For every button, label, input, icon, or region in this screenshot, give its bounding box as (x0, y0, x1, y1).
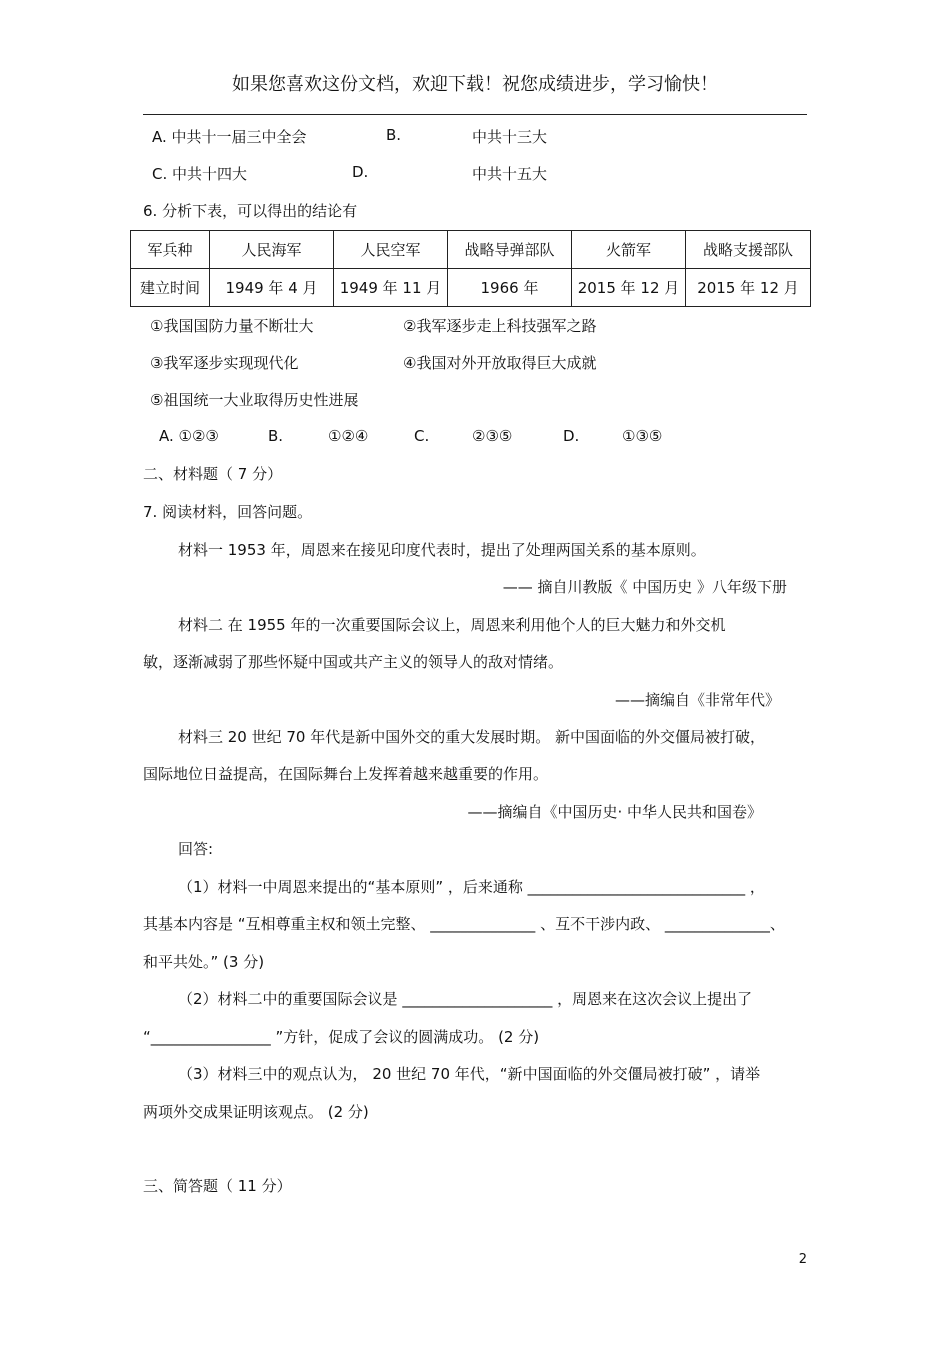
table-header-row (131, 231, 811, 269)
military-branches-table (130, 230, 811, 307)
page-number: 2 (798, 1252, 807, 1267)
q6-choice-b-label: B. (268, 427, 284, 445)
q5-option-a: A. 中共十一届三中全会 (152, 128, 307, 146)
material-2-line-1: 材料二 在 1955 年的一次重要国际会议上，周恩来利用他个人的巨大魅力和外交机 (178, 616, 726, 634)
q6-statement-5: ⑤祖国统一大业取得历史性进展 (150, 391, 359, 409)
table-cell: 2015 年 12 月 (572, 269, 686, 307)
q6-choice-b-text: ①②④ (328, 427, 369, 445)
table-cell: 2015 年 12 月 (686, 269, 811, 307)
material-3-line-2: 国际地位日益提高，在国际舞台上发挥着越来越重要的作用。 (143, 765, 549, 783)
q6-statement-1: ①我国国防力量不断壮大 (150, 317, 314, 335)
table-cell: 人民空军 (334, 231, 448, 269)
q6-choice-a: A. ①②③ (159, 427, 219, 445)
question-2-line-1: （2）材料二中的重要国际会议是 ____________________ ，周恩来在这次会议上提出了 (178, 990, 753, 1008)
q6-stem: 6. 分析下表，可以得出的结论有 (143, 202, 358, 220)
table-cell: 1966 年 (448, 269, 572, 307)
material-1-source: —— 摘自川教版《 中国历史 》八年级下册 (502, 578, 787, 596)
question-3-line-1: （3）材料三中的观点认为， 20 世纪 70 年代，“新中国面临的外交僵局被打破” ，请举 (178, 1065, 761, 1083)
table-cell: 战略支援部队 (686, 231, 811, 269)
question-1-line-2: 其基本内容是 “互相尊重主权和领土完整、 ______________ 、互不干涉内政、 ______________、 (143, 915, 785, 933)
answer-label: 回答: (178, 840, 214, 858)
question-2-line-2: “________________ ”方针，促成了会议的圆满成功。 (2 分) (143, 1028, 540, 1046)
q5-option-b-label: B. (386, 126, 402, 144)
material-1: 材料一 1953 年，周恩来在接见印度代表时，提出了处理两国关系的基本原则。 (178, 541, 706, 559)
q5-option-d-label: D. (352, 163, 369, 181)
table-cell: 人民海军 (210, 231, 334, 269)
table-cell: 军兵种 (131, 231, 210, 269)
q5-option-d-text: 中共十五大 (472, 165, 548, 183)
table-cell: 火箭军 (572, 231, 686, 269)
table-row (131, 269, 811, 307)
q6-choice-d-label: D. (563, 427, 580, 445)
table-cell: 1949 年 4 月 (210, 269, 334, 307)
table-cell: 建立时间 (131, 269, 210, 307)
material-3-line-1: 材料三 20 世纪 70 年代是新中国外交的重大发展时期。 新中国面临的外交僵局被打破， (178, 728, 766, 746)
table-cell: 战略导弹部队 (448, 231, 572, 269)
q5-option-c: C. 中共十四大 (152, 165, 248, 183)
table-cell: 1949 年 11 月 (334, 269, 448, 307)
q6-choice-c-text: ②③⑤ (472, 427, 513, 445)
material-2-source: ——摘编自《非常年代》 (614, 691, 780, 709)
section2-title: 二、材料题（ 7 分） (143, 465, 283, 483)
material-3-source: ——摘编自《中国历史· 中华人民共和国卷》 (467, 803, 762, 821)
question-3-line-2: 两项外交成果证明该观点。 (2 分) (143, 1103, 369, 1121)
q6-statement-4: ④我国对外开放取得巨大成就 (403, 354, 597, 372)
q6-choice-c-label: C. (414, 427, 430, 445)
q5-option-b-text: 中共十三大 (472, 128, 548, 146)
section3-title: 三、简答题（ 11 分） (143, 1177, 292, 1195)
question-1-line-3: 和平共处。” (3 分) (143, 953, 265, 971)
q7-stem: 7. 阅读材料，回答问题。 (143, 503, 313, 521)
q6-choice-d-text: ①③⑤ (622, 427, 663, 445)
q6-statement-3: ③我军逐步实现现代化 (150, 354, 299, 372)
q6-statement-2: ②我军逐步走上科技强军之路 (403, 317, 597, 335)
header-banner: 如果您喜欢这份文档，欢迎下载！祝您成绩进步，学习愉快！ (232, 74, 718, 95)
material-2-line-2: 敏，逐渐减弱了那些怀疑中国或共产主义的领导人的敌对情绪。 (143, 653, 564, 671)
header-divider (143, 114, 807, 115)
question-1-line-1: （1）材料一中周恩来提出的“基本原则” ，后来通称 _____________________________ ， (178, 878, 765, 896)
